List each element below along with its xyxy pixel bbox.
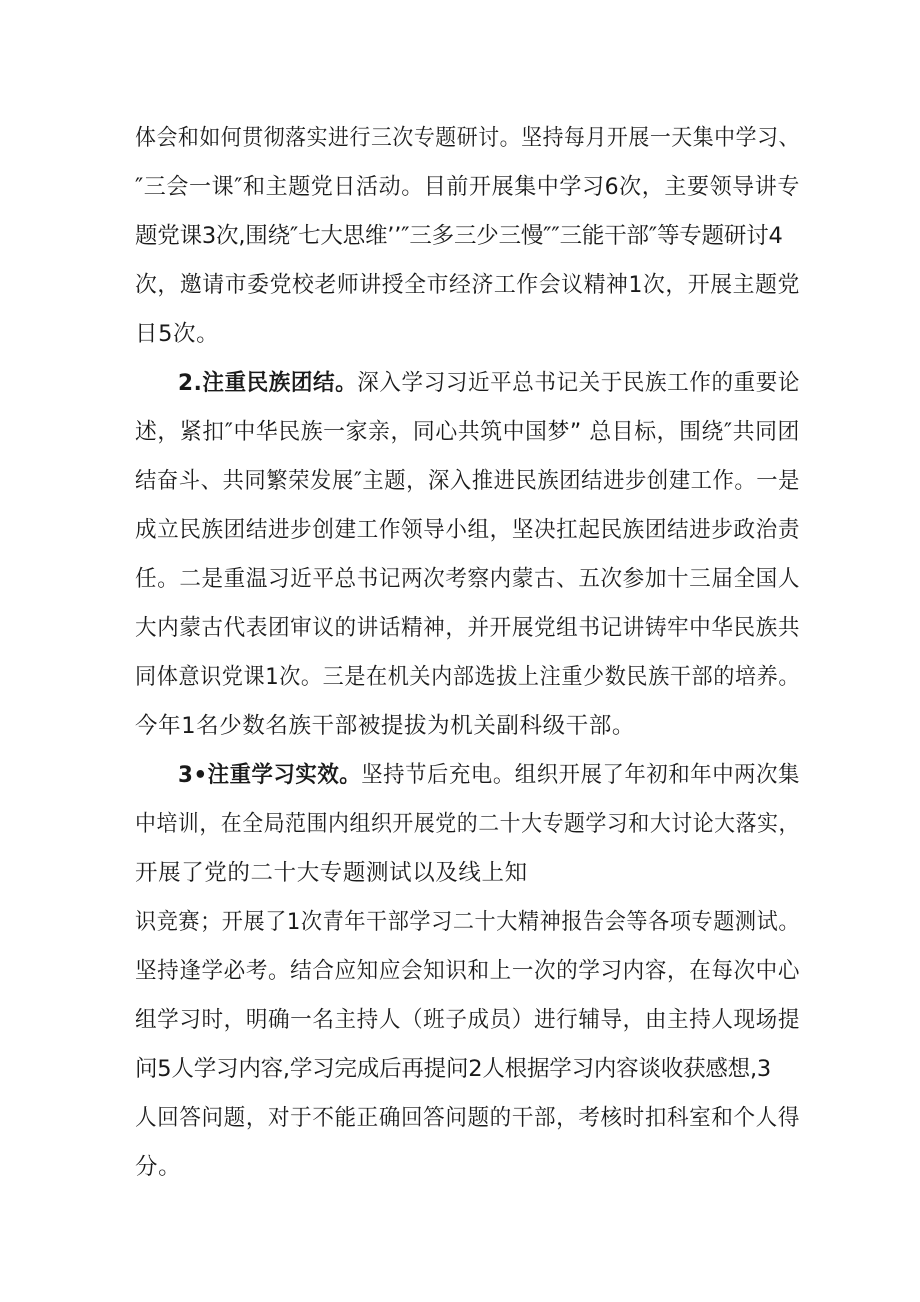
text-run: 任。二是重温习近平总书记两次考察内蒙古、五次参加十三届全国人 — [135, 566, 801, 592]
text-run: 同体意识党课1次。三是在机关内部选拔上注重少数民族干部的培养。 — [135, 664, 801, 690]
paragraph-2-line-4 — [5, 508, 888, 552]
text-run: 体会和如何贯彻落实进行三次专题研讨。坚持每月开展一天集中学习、 — [135, 125, 800, 151]
text-run: 分。 — [135, 1154, 182, 1180]
text-run: 成立民族团结进步创建工作领导小组，坚决扛起民族团结进步政治责 — [135, 517, 801, 543]
text-run: 日5次。 — [135, 321, 220, 347]
paragraph-1-line-1 — [10, 116, 864, 160]
paragraph-2-line-6 — [5, 606, 888, 650]
paragraph-1-line-5 — [0, 312, 920, 356]
section-heading-2: 2.注重民族团结。 — [178, 370, 358, 396]
paragraph-2-line-2 — [4, 410, 897, 454]
paragraph-2-line-7 — [8, 655, 872, 699]
text-run: ″三会一课″和主题党日活动。目前开展集中学习6次，主要领导讲专 — [135, 174, 800, 200]
paragraph-3-line-9 — [0, 1145, 920, 1189]
text-run: 深入学习习近平总书记关于民族工作的重要论 — [357, 370, 800, 396]
paragraph-3-line-5 — [5, 949, 888, 993]
paragraph-3-line-3 — [0, 851, 920, 895]
text-run: 问5人学习内容,学习完成后再提问2人根据学习内容谈收获感想,3 — [135, 1056, 772, 1082]
paragraph-3-line-6 — [5, 998, 888, 1042]
text-run: 次，邀请市委党校老师讲授全市经济工作会议精神1次，开展主题党 — [135, 272, 800, 298]
text-run: 坚持逢学必考。结合应知应会知识和上一次的学习内容，在每次中心 — [135, 958, 801, 984]
text-run: 题党课3次,围绕″七大思维’’″三多三少三慢″″三能干部″等专题研讨4 — [135, 223, 783, 249]
text-run: 组学习时，明确一名主持人（班子成员）进行辅导，由主持人现场提 — [135, 1007, 801, 1033]
paragraph-3-line-4 — [8, 900, 872, 944]
paragraph-1-line-4 — [4, 263, 897, 307]
paragraph-1-line-3 — [0, 214, 920, 258]
text-run: 结奋斗、共同繁荣发展″主题，深入推进民族团结进步创建工作。一是 — [135, 468, 801, 494]
paragraph-2-line-8 — [0, 704, 920, 748]
text-run: 开展了党的二十大专题测试以及线上知 — [135, 860, 528, 886]
text-run: 坚持节后充电。组织开展了年初和年中两次集 — [361, 762, 801, 788]
text-run: 大内蒙古代表团审议的讲话精神，并开展党组书记讲铸牢中华民族共 — [135, 615, 801, 641]
section-heading-3: 3•注重学习实效。 — [178, 762, 362, 788]
text-run: 识竞赛；开展了1次青年干部学习二十大精神报告会等各项专题测试。 — [135, 909, 801, 935]
paragraph-3-line-8 — [5, 1096, 888, 1140]
text-run: 人回答问题，对于不能正确回答问题的干部，考核时扣科室和个人得 — [135, 1105, 801, 1131]
paragraph-2-line-1 — [7, 361, 889, 405]
text-run: 中培训，在全局范围内组织开展党的二十大专题学习和大讨论大落实， — [135, 811, 800, 837]
paragraph-1-line-2 — [3, 165, 903, 209]
paragraph-3-line-7 — [0, 1047, 920, 1091]
paragraph-2-line-3 — [7, 459, 879, 503]
paragraph-3-line-2 — [10, 802, 864, 846]
paragraph-2-line-5 — [5, 557, 888, 601]
paragraph-3-line-1 — [9, 753, 883, 797]
text-run: 述，紧扣″中华民族一家亲，同心共筑中国梦” 总目标，围绕″共同团 — [135, 419, 800, 445]
text-run: 今年1名少数名族干部被提拔为机关副科级干部。 — [135, 713, 636, 739]
